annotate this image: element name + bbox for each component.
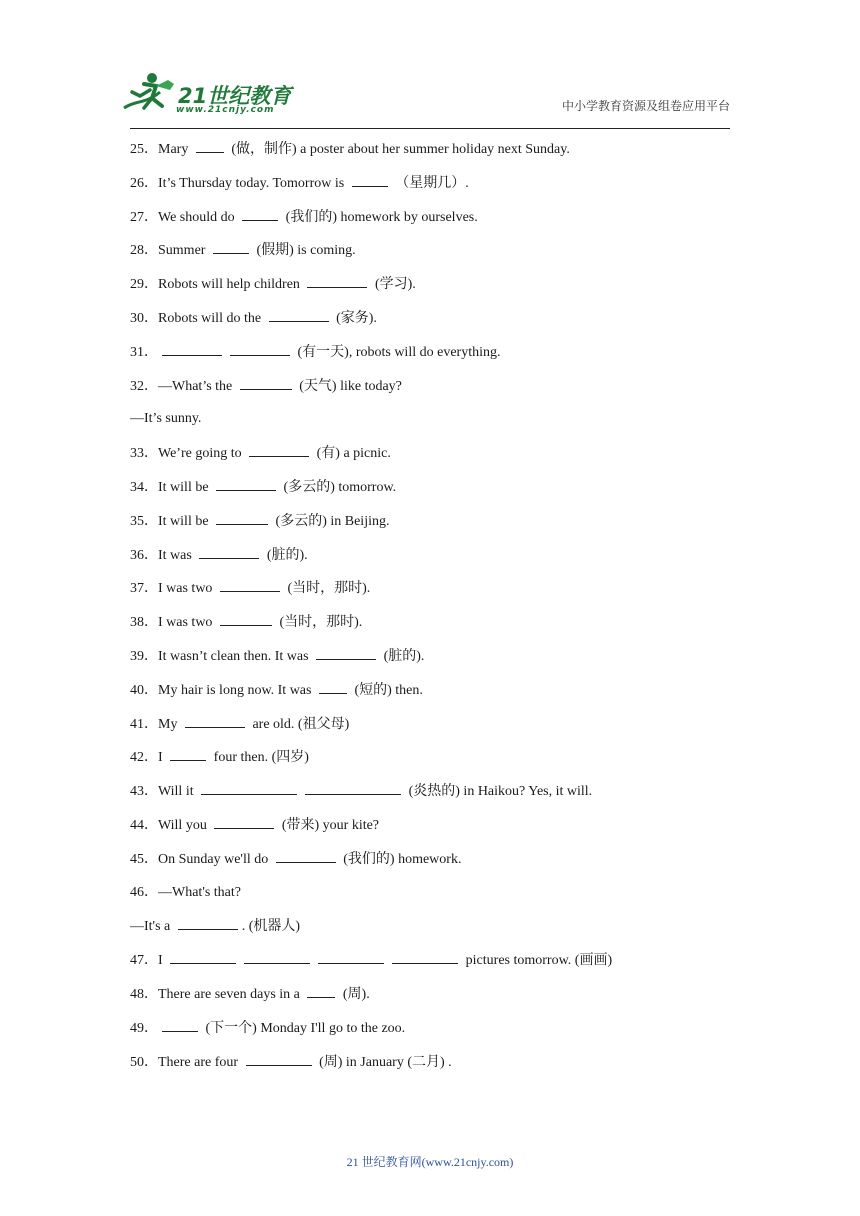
question-text: 38．I was two	[130, 615, 216, 631]
answer-blank[interactable]	[318, 949, 384, 964]
question-text: (当时，那时).	[283, 581, 371, 597]
question-text: 45．On Sunday we'll do	[130, 851, 272, 867]
answer-blank[interactable]	[216, 510, 268, 525]
answer-blank[interactable]	[319, 679, 347, 694]
question-list	[130, 138, 740, 1084]
answer-blank[interactable]	[199, 544, 259, 559]
question-text: four then. (四岁)	[210, 750, 309, 766]
question-text: (做，制作) a poster about her summer holiday next Sunday.	[227, 142, 570, 157]
question-line	[130, 577, 740, 611]
question-line	[130, 341, 740, 375]
question-text: 37．I was two	[130, 581, 216, 597]
question-text: (有一天), robots will do everything.	[294, 344, 501, 360]
question-line	[130, 882, 740, 916]
question-text: (周).	[339, 986, 370, 1002]
question-line	[130, 645, 740, 679]
question-line	[130, 780, 740, 814]
question-text: 50．There are four	[130, 1054, 242, 1070]
question-line	[130, 442, 740, 476]
question-line	[130, 138, 740, 172]
question-text: (炎热的) in Haikou? Yes, it will.	[405, 784, 593, 800]
answer-blank[interactable]	[269, 307, 329, 322]
answer-blank[interactable]	[307, 983, 335, 998]
question-line	[130, 239, 740, 273]
answer-blank[interactable]	[307, 273, 367, 288]
question-text: (天气) like today?	[295, 378, 402, 394]
answer-blank[interactable]	[162, 341, 222, 356]
question-line	[130, 679, 740, 713]
answer-blank[interactable]	[170, 949, 236, 964]
question-text: 34．It will be	[130, 479, 213, 495]
question-text: 40．My hair is long now. It was	[130, 682, 315, 698]
question-text: (有) a picnic.	[313, 446, 391, 462]
answer-blank[interactable]	[246, 1051, 312, 1066]
answer-blank[interactable]	[392, 949, 458, 964]
question-text: 48．There are seven days in a	[130, 986, 304, 1002]
answer-blank[interactable]	[170, 746, 206, 761]
question-text: 39．It wasn’t clean then. It was	[130, 648, 313, 664]
page-footer: 21 世纪教育网(www.21cnjy.com)	[346, 1155, 514, 1169]
question-text: (多云的) in Beijing.	[272, 513, 390, 529]
answer-blank[interactable]	[242, 206, 278, 221]
question-line	[130, 915, 740, 949]
question-text: 28．Summer	[130, 243, 209, 259]
question-text: 29．Robots will help children	[130, 277, 304, 293]
question-line	[130, 206, 740, 240]
question-line	[130, 1017, 740, 1051]
question-line	[130, 848, 740, 882]
question-text: (我们的) homework.	[339, 851, 462, 867]
header-divider	[130, 128, 730, 129]
platform-title: 中小学教育资源及组卷应用平台	[561, 99, 730, 113]
question-line	[130, 408, 740, 442]
question-text: —It’s sunny.	[130, 411, 202, 427]
question-text: 36．It was	[130, 547, 196, 563]
answer-blank[interactable]	[185, 713, 245, 728]
question-line	[130, 307, 740, 341]
question-text: (学习).	[371, 277, 416, 293]
runner-logo-icon	[122, 70, 180, 114]
question-text: (我们的) homework by ourselves.	[282, 209, 478, 225]
question-text: (当时，那时).	[275, 615, 363, 631]
answer-blank[interactable]	[352, 172, 388, 187]
answer-blank[interactable]	[162, 1017, 198, 1032]
logo	[122, 70, 292, 118]
question-text: are old. (祖父母)	[248, 716, 350, 732]
question-text: 31．	[130, 344, 158, 360]
question-line	[130, 983, 740, 1017]
question-line	[130, 476, 740, 510]
question-text: 44．Will you	[130, 817, 211, 833]
answer-blank[interactable]	[249, 442, 309, 457]
answer-blank[interactable]	[240, 375, 292, 390]
logo-url: www.21cnjy.com	[176, 105, 275, 115]
question-text: 49．	[130, 1020, 158, 1036]
question-line	[130, 713, 740, 747]
question-text: . (机器人)	[241, 919, 301, 935]
question-line	[130, 375, 740, 409]
question-text: 30．Robots will do the	[130, 310, 265, 326]
question-text: 35．It will be	[130, 513, 213, 529]
question-text: (短的) then.	[350, 682, 423, 698]
answer-blank[interactable]	[244, 949, 310, 964]
answer-blank[interactable]	[220, 611, 272, 626]
question-line	[130, 611, 740, 645]
answer-blank[interactable]	[276, 848, 336, 863]
question-text: (周) in January (二月) .	[315, 1054, 452, 1070]
question-line	[130, 1051, 740, 1085]
answer-blank[interactable]	[316, 645, 376, 660]
question-text: —It's a	[130, 919, 174, 935]
answer-blank[interactable]	[216, 476, 276, 491]
question-text: (脏的).	[380, 648, 425, 664]
question-line	[130, 544, 740, 578]
answer-blank[interactable]	[201, 780, 297, 795]
logo-text: 21世纪教育	[178, 84, 292, 108]
question-text: (脏的).	[263, 547, 308, 563]
question-text: (家务).	[332, 310, 377, 326]
question-line	[130, 510, 740, 544]
question-text: pictures tomorrow. (画画)	[462, 953, 613, 969]
question-line	[130, 746, 740, 780]
page-header	[0, 0, 860, 132]
answer-blank[interactable]	[196, 138, 224, 153]
answer-blank[interactable]	[220, 577, 280, 592]
question-text: 25．Mary	[130, 142, 192, 157]
question-text: 46．—What's that?	[130, 884, 241, 900]
question-line	[130, 814, 740, 848]
answer-blank[interactable]	[305, 780, 401, 795]
question-line	[130, 949, 740, 983]
question-line	[130, 172, 740, 206]
question-text: 43．Will it	[130, 784, 198, 800]
question-text: 26．It’s Thursday today. Tomorrow is	[130, 175, 348, 191]
answer-blank[interactable]	[178, 915, 238, 930]
question-text: (多云的) tomorrow.	[280, 479, 397, 495]
question-text: 27．We should do	[130, 209, 239, 225]
question-line	[130, 273, 740, 307]
question-text: （星期几）.	[391, 175, 469, 191]
answer-blank[interactable]	[214, 814, 274, 829]
question-text: 33．We’re going to	[130, 446, 246, 462]
question-text: (假期) is coming.	[252, 243, 356, 259]
question-text: (下一个) Monday I'll go to the zoo.	[202, 1020, 406, 1036]
question-text: (带来) your kite?	[278, 817, 380, 833]
question-text: 32．—What’s the	[130, 378, 236, 394]
question-text: 41．My	[130, 716, 181, 732]
answer-blank[interactable]	[230, 341, 290, 356]
question-text: 47．I	[130, 953, 167, 969]
answer-blank[interactable]	[213, 239, 249, 254]
question-text: 42．I	[130, 750, 167, 766]
